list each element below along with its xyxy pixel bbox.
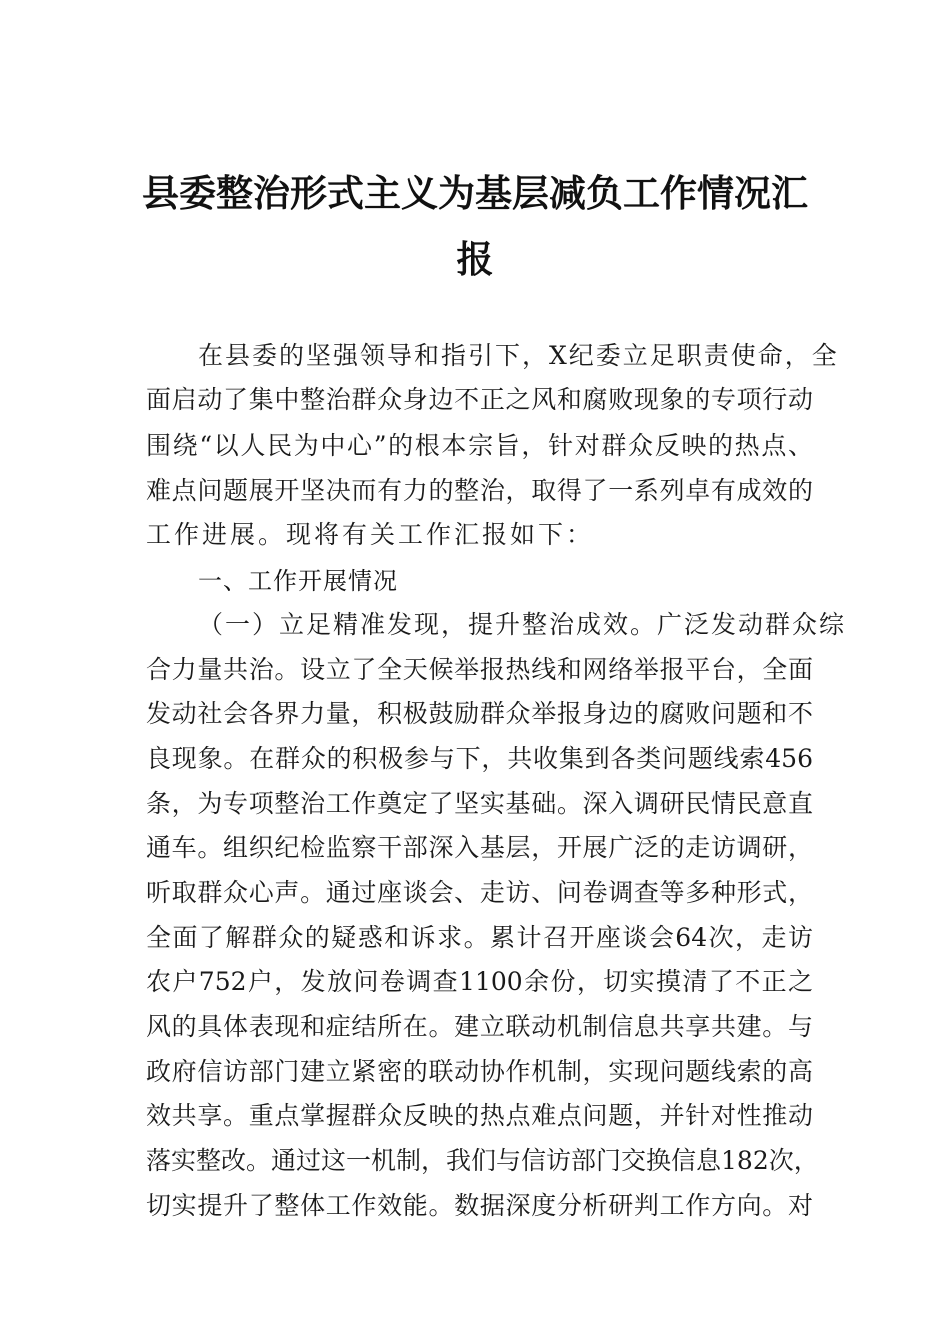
body-line: 效共享。重点掌握群众反映的热点难点问题，并针对性推动 [146,1101,813,1130]
body-line: 农户752户，发放问卷调查1100余份，切实摸清了不正之 [146,967,813,996]
intro-line: 工作进展。现将有关工作汇报如下： [146,520,595,549]
body-line: 政府信访部门建立紧密的联动协作机制，实现问题线索的高 [146,1057,813,1086]
body-line: 合力量共治。设立了全天候举报热线和网络举报平台，全面 [146,655,813,684]
document-title-line-1: 县委整治形式主义为基层减负工作情况汇 [142,171,808,215]
body-line: 条，为专项整治工作奠定了坚实基础。深入调研民情民意直 [146,789,813,818]
intro-line: 围绕“以人民为中心”的根本宗旨，针对群众反映的热点、 [146,431,813,460]
section-heading: 一、工作开展情况 [198,567,398,595]
intro-line: 面启动了集中整治群众身边不正之风和腐败现象的专项行动 [146,385,813,414]
body-line: 通车。组织纪检监察干部深入基层，开展广泛的走访调研， [146,833,813,862]
body-line: 全面了解群众的疑惑和诉求。累计召开座谈会64次，走访 [146,923,813,952]
document-title-line-2: 报 [456,237,494,281]
body-line: 风的具体表现和症结所在。建立联动机制信息共享共建。与 [146,1012,813,1041]
intro-line: 在县委的坚强领导和指引下，X纪委立足职责使命，全 [198,341,839,370]
body-line: 落实整改。通过这一机制，我们与信访部门交换信息182次， [146,1146,819,1175]
body-line: 切实提升了整体工作效能。数据深度分析研判工作方向。对 [146,1191,813,1220]
body-line: 发动社会各界力量，积极鼓励群众举报身边的腐败问题和不 [146,699,813,728]
body-line: （一）立足精准发现，提升整治成效。广泛发动群众综 [198,610,847,639]
body-line: 良现象。在群众的积极参与下，共收集到各类问题线索456 [146,744,813,773]
body-line: 听取群众心声。通过座谈会、走访、问卷调查等多种形式， [146,878,813,907]
intro-line: 难点问题展开坚决而有力的整治，取得了一系列卓有成效的 [146,476,813,505]
